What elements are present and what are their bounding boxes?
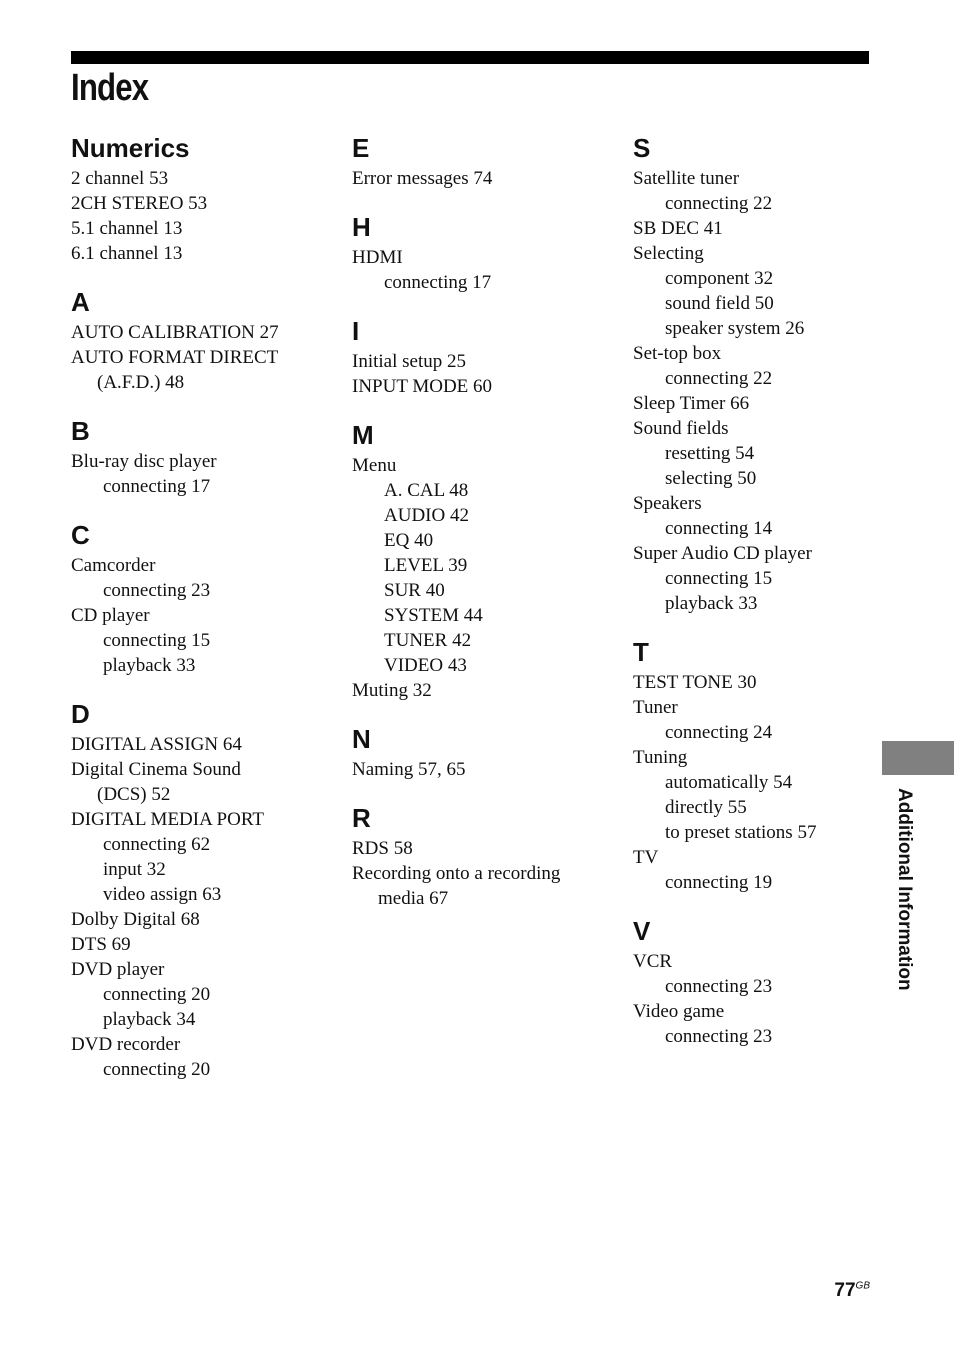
index-subentry: LEVEL 39 — [384, 555, 468, 576]
index-section — [352, 721, 622, 782]
index-subentry: connecting 23 — [103, 580, 211, 601]
index-entry: 2CH STEREO 53 — [71, 193, 208, 214]
index-entry: AUTO FORMAT DIRECT — [71, 347, 279, 368]
index-section — [71, 130, 341, 266]
section-heading: C — [71, 520, 90, 550]
index-entry: Sleep Timer 66 — [633, 393, 750, 414]
index-entry: DVD player — [71, 959, 165, 980]
index-entry: Error messages 74 — [352, 168, 493, 189]
index-subentry: video assign 63 — [103, 884, 222, 905]
index-entry: VCR — [633, 951, 673, 972]
index-entry: Selecting — [633, 243, 704, 264]
index-entry: TV — [633, 847, 659, 868]
index-subentry: playback 34 — [103, 1009, 196, 1030]
index-entry: INPUT MODE 60 — [352, 376, 493, 397]
index-subentry: connecting 22 — [665, 368, 773, 389]
section-heading: Numerics — [71, 133, 190, 163]
index-subentry: (A.F.D.) 48 — [97, 372, 185, 393]
index-subentry: SUR 40 — [384, 580, 445, 601]
index-entry: Satellite tuner — [633, 168, 740, 189]
section-heading: H — [352, 212, 371, 242]
section-heading: T — [633, 637, 649, 667]
index-subentry: connecting 24 — [665, 722, 773, 743]
index-column-3 — [633, 130, 873, 1067]
index-subentry: connecting 20 — [103, 1059, 211, 1080]
index-entry: AUTO CALIBRATION 27 — [71, 322, 279, 343]
section-heading: N — [352, 724, 371, 754]
index-column-2 — [352, 130, 622, 929]
index-subentry: sound field 50 — [665, 293, 774, 314]
index-subentry: connecting 62 — [103, 834, 211, 855]
index-entry: TEST TONE 30 — [633, 672, 757, 693]
index-subentry: VIDEO 43 — [384, 655, 467, 676]
index-subentry: input 32 — [103, 859, 166, 880]
index-subentry: connecting 15 — [665, 568, 773, 589]
index-section — [352, 209, 622, 295]
section-heading: A — [71, 287, 90, 317]
index-subentry: media 67 — [378, 888, 449, 909]
index-entry: 2 channel 53 — [71, 168, 169, 189]
index-entry: Dolby Digital 68 — [71, 909, 200, 930]
index-subentry: connecting 15 — [103, 630, 211, 651]
index-entry: Tuner — [633, 697, 678, 718]
index-entry: RDS 58 — [352, 838, 413, 859]
index-entry: 5.1 channel 13 — [71, 218, 183, 239]
page-number-value: 77 — [834, 1280, 856, 1301]
section-heading: V — [633, 916, 651, 946]
index-section — [352, 417, 622, 703]
index-section — [352, 130, 622, 191]
index-subentry: resetting 54 — [665, 443, 755, 464]
section-tab — [882, 741, 954, 775]
index-entry: Muting 32 — [352, 680, 432, 701]
index-section — [633, 634, 873, 895]
index-entry: CD player — [71, 605, 150, 626]
index-subentry: connecting 17 — [103, 476, 211, 497]
section-heading: M — [352, 420, 374, 450]
page-title: Index — [71, 67, 149, 109]
index-entry: Sound fields — [633, 418, 729, 439]
index-entry: Menu — [352, 455, 397, 476]
index-entry: 6.1 channel 13 — [71, 243, 183, 264]
index-subentry: directly 55 — [665, 797, 747, 818]
side-section-label: Additional Information — [894, 788, 915, 991]
index-entry: HDMI — [352, 247, 403, 268]
index-subentry: connecting 20 — [103, 984, 211, 1005]
index-entry: Recording onto a recording — [352, 863, 561, 884]
index-subentry: connecting 17 — [384, 272, 492, 293]
index-subentry: playback 33 — [665, 593, 758, 614]
index-entry: Digital Cinema Sound — [71, 759, 241, 780]
index-entry: DTS 69 — [71, 934, 131, 955]
title-rule — [71, 51, 869, 64]
section-heading: E — [352, 133, 370, 163]
index-subentry: A. CAL 48 — [384, 480, 469, 501]
index-entry: Speakers — [633, 493, 702, 514]
index-subentry: EQ 40 — [384, 530, 434, 551]
index-entry: DIGITAL MEDIA PORT — [71, 809, 264, 830]
index-entry: Set-top box — [633, 343, 722, 364]
index-entry: Tuning — [633, 747, 688, 768]
page-number — [834, 1280, 870, 1302]
index-section — [71, 517, 341, 678]
index-subentry: (DCS) 52 — [97, 784, 171, 805]
index-subentry: playback 33 — [103, 655, 196, 676]
index-subentry: connecting 22 — [665, 193, 773, 214]
index-section — [71, 284, 341, 395]
index-subentry: AUDIO 42 — [384, 505, 469, 526]
index-entry: Super Audio CD player — [633, 543, 812, 564]
index-subentry: SYSTEM 44 — [384, 605, 483, 626]
index-section — [71, 413, 341, 499]
index-entry: Initial setup 25 — [352, 351, 466, 372]
section-heading: B — [71, 416, 90, 446]
index-entry: Video game — [633, 1001, 725, 1022]
index-subentry: to preset stations 57 — [665, 822, 817, 843]
index-column-1 — [71, 130, 341, 1100]
index-section — [633, 130, 873, 616]
index-subentry: selecting 50 — [665, 468, 757, 489]
index-subentry: connecting 14 — [665, 518, 773, 539]
page-number-suffix: GB — [855, 1280, 870, 1292]
index-entry: DIGITAL ASSIGN 64 — [71, 734, 242, 755]
section-heading: I — [352, 316, 360, 346]
index-subentry: speaker system 26 — [665, 318, 805, 339]
index-entry: SB DEC 41 — [633, 218, 723, 239]
index-subentry: connecting 23 — [665, 976, 773, 997]
section-heading: S — [633, 133, 651, 163]
index-subentry: automatically 54 — [665, 772, 793, 793]
index-section — [71, 696, 341, 1082]
index-entry: Blu-ray disc player — [71, 451, 217, 472]
index-subentry: connecting 23 — [665, 1026, 773, 1047]
index-subentry: TUNER 42 — [384, 630, 472, 651]
section-heading: R — [352, 803, 371, 833]
index-entry: DVD recorder — [71, 1034, 181, 1055]
index-entry: Camcorder — [71, 555, 156, 576]
section-heading: D — [71, 699, 90, 729]
index-section — [633, 913, 873, 1049]
index-section — [352, 313, 622, 399]
index-entry: Naming 57, 65 — [352, 759, 466, 780]
index-subentry: connecting 19 — [665, 872, 773, 893]
index-section — [352, 800, 622, 911]
index-subentry: component 32 — [665, 268, 774, 289]
